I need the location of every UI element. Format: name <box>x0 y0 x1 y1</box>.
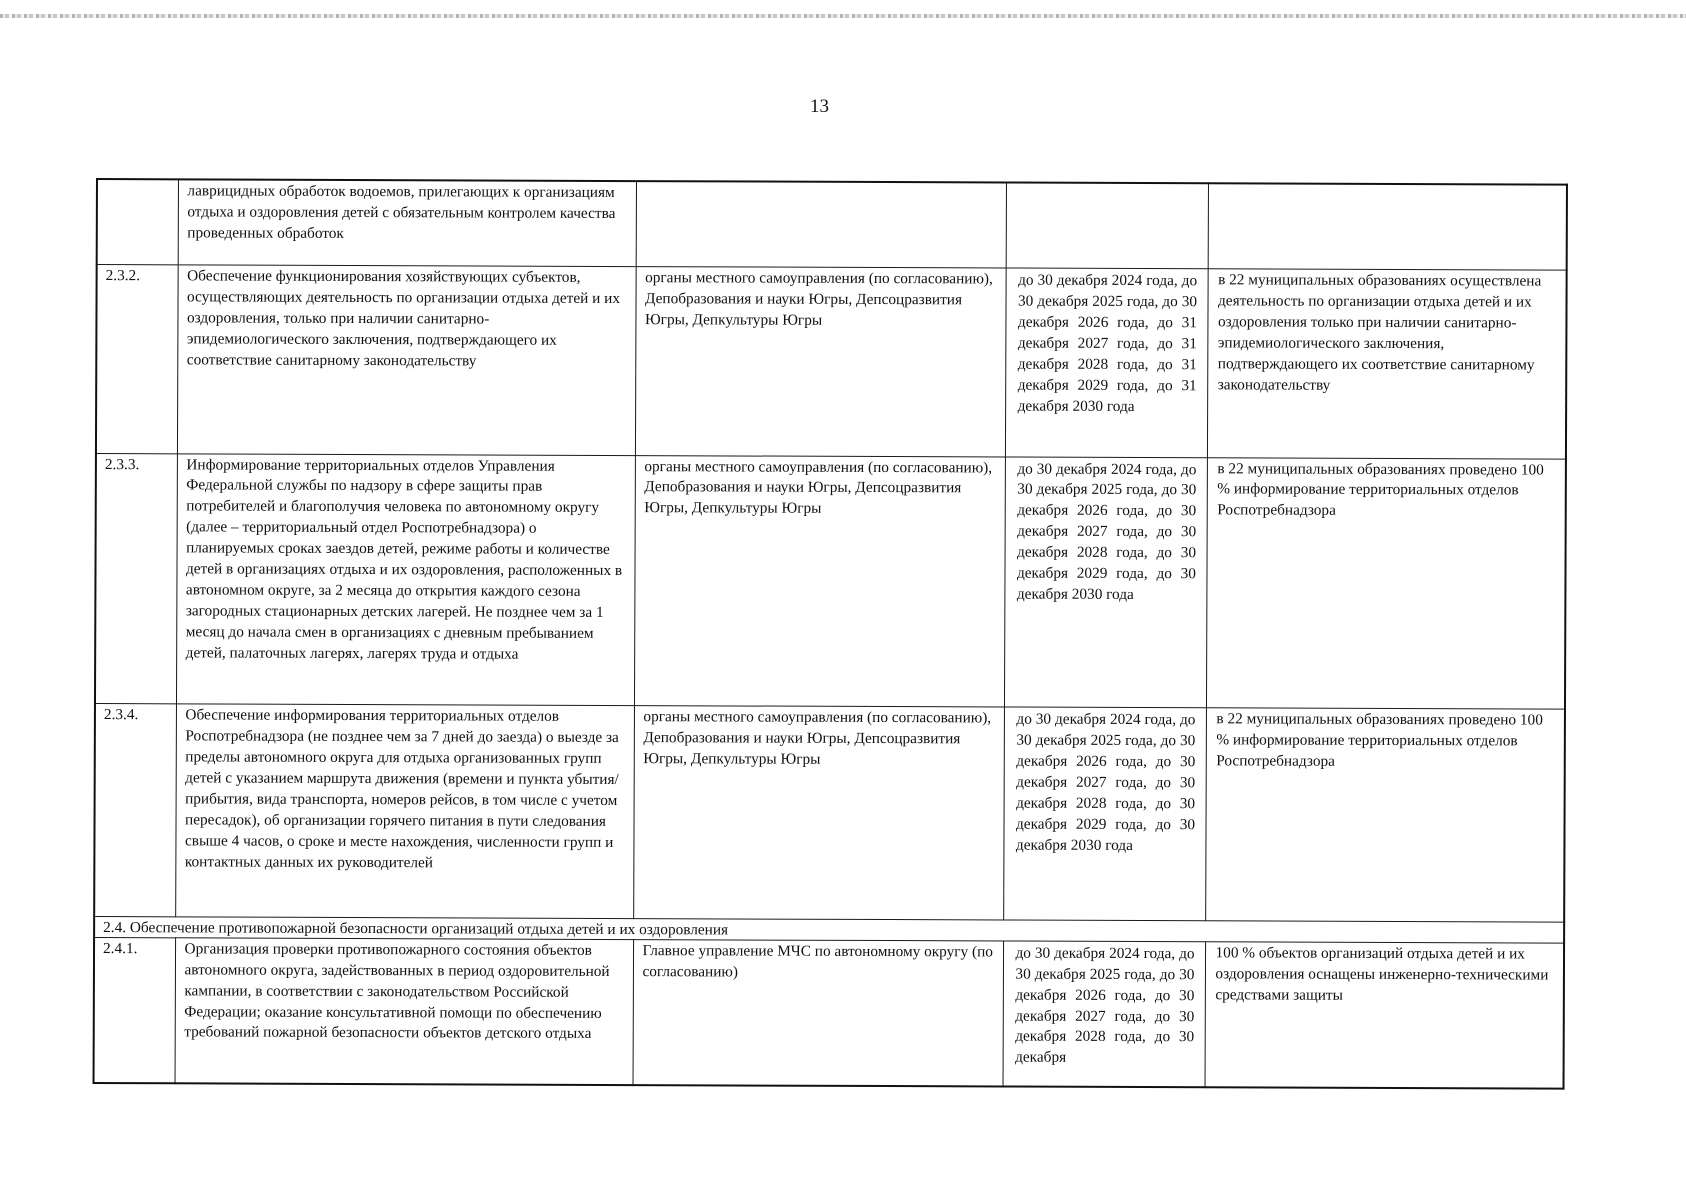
executor-text: органы местного самоуправления (по согласованию), Депобразования и науки Югры, Депсоцразвития Югры, Депкультуры Югры <box>635 267 1006 456</box>
deadline-text <box>1006 182 1208 269</box>
deadline-text: до 30 декабря 2024 года, до 30 декабря 2025 года, до 30 декабря 2026 года, до 30 декабря 2027 года, до 30 декабря 2028 года, до 30 декабря 2029 года, до 30 декабря 2030 года <box>1004 457 1207 709</box>
row-number <box>97 179 178 265</box>
result-text <box>1208 183 1567 270</box>
row-number: 2.3.4. <box>94 704 176 917</box>
scan-edge-artifact <box>0 14 1686 18</box>
measure-text: лаврицидных обработок водоемов, прилегающих к организациям отдыха и оздоровления детей с обязательным контролем качества проведенных обработок <box>178 179 636 267</box>
result-text: в 22 муниципальных образованиях осуществлена деятельность по организации отдыха детей и их оздоровления только при наличии санитарно-эпидемиологического заключения, подтверждающего их соответствие санитарному законодательству <box>1207 269 1567 458</box>
result-text: в 22 муниципальных образованиях проведено 100 % информирование территориальных отделов Роспотребнадзора <box>1205 708 1565 922</box>
table-row <box>95 453 1566 709</box>
row-number: 2.4.1. <box>94 937 176 1083</box>
table-row <box>94 704 1565 922</box>
row-number: 2.3.2. <box>96 265 178 453</box>
measure-text: Информирование территориальных отделов Управления Федеральной службы по надзору в сфере защиты прав потребителей и благополучия человека по автономному округу (далее – территориальный отдел Роспотребнадзора) о планируемых сроках заездов детей, режиме работы и количестве детей в организациях отдыха и их оздоровления, расположенных в автономном округе, за 2 месяца до открытия каждого сезона загородных стационарных детских лагерей. Не позднее чем за 1 месяц до начала смен в организациях с дневным пребыванием детей, палаточных лагерях, лагерях труда и отдыха <box>176 453 635 706</box>
result-text: в 22 муниципальных образованиях проведено 100 % информирование территориальных отделов Роспотребнадзора <box>1206 457 1566 709</box>
measure-text: Обеспечение функционирования хозяйствующих субъектов, осуществляющих деятельность по организации отдыха детей и их оздоровления, только при наличии санитарно-эпидемиологического заключения, подтверждающего их соответствие санитарному законодательству <box>177 265 636 455</box>
result-text: 100 % объектов организаций отдыха детей и их оздоровления оснащены инженерно-техническими средствами защиты <box>1205 942 1565 1089</box>
table-row <box>97 179 1567 271</box>
section-heading: 2.4. Обеспечение противопожарной безопасности организаций отдыха детей и их оздоровления <box>94 916 1564 943</box>
measure-text: Организация проверки противопожарного состояния объектов автономного округа, задействованных в период оздоровительной кампании, в соответствии с законодательством Российской Федерации; оказание консультативной помощи по обеспечению требований пожарной безопасности объектов детского отдыха <box>175 938 634 1085</box>
executor-text: органы местного самоуправления (по согласованию), Депобразования и науки Югры, Депсоцразвития Югры, Депкультуры Югры <box>634 455 1005 707</box>
page-number: 13 <box>810 96 829 117</box>
table-row <box>94 937 1565 1088</box>
deadline-text: до 30 декабря 2024 года, до 30 декабря 2025 года, до 30 декабря 2026 года, до 31 декабря 2027 года, до 31 декабря 2028 года, до 31 декабря 2029 года, до 31 декабря 2030 года <box>1005 268 1208 457</box>
executor-text: органы местного самоуправления (по согласованию), Депобразования и науки Югры, Депсоцразвития Югры, Депкультуры Югры <box>633 706 1004 920</box>
deadline-text: до 30 декабря 2024 года, до 30 декабря 2025 года, до 30 декабря 2026 года, до 30 декабря 2027 года, до 30 декабря 2028 года, до 30 декабря <box>1003 941 1206 1087</box>
measure-text: Обеспечение информирования территориальных отделов Роспотребнадзора (не позднее чем за 7 дней до заезда) о выезде за пределы автономного округа для отдыха организованных групп детей с указанием маршрута движения (времени и пункта убытия/прибытия, вида транспорта, номеров рейсов, в том числе с учетом пересадок), об организации горячего питания в пути следования свыше 4 часов, о сроке и месте нахождения, численности групп и контактных данных их руководителей <box>175 704 634 918</box>
executor-text <box>636 181 1006 268</box>
row-number: 2.3.3. <box>95 453 177 704</box>
measures-table <box>93 178 1568 1090</box>
table-row <box>96 265 1567 459</box>
deadline-text: до 30 декабря 2024 года, до 30 декабря 2025 года, до 30 декабря 2026 года, до 30 декабря 2027 года, до 30 декабря 2028 года, до 30 декабря 2029 года, до 30 декабря 2030 года <box>1003 707 1206 920</box>
executor-text: Главное управление МЧС по автономному округу (по согласованию) <box>633 939 1004 1086</box>
